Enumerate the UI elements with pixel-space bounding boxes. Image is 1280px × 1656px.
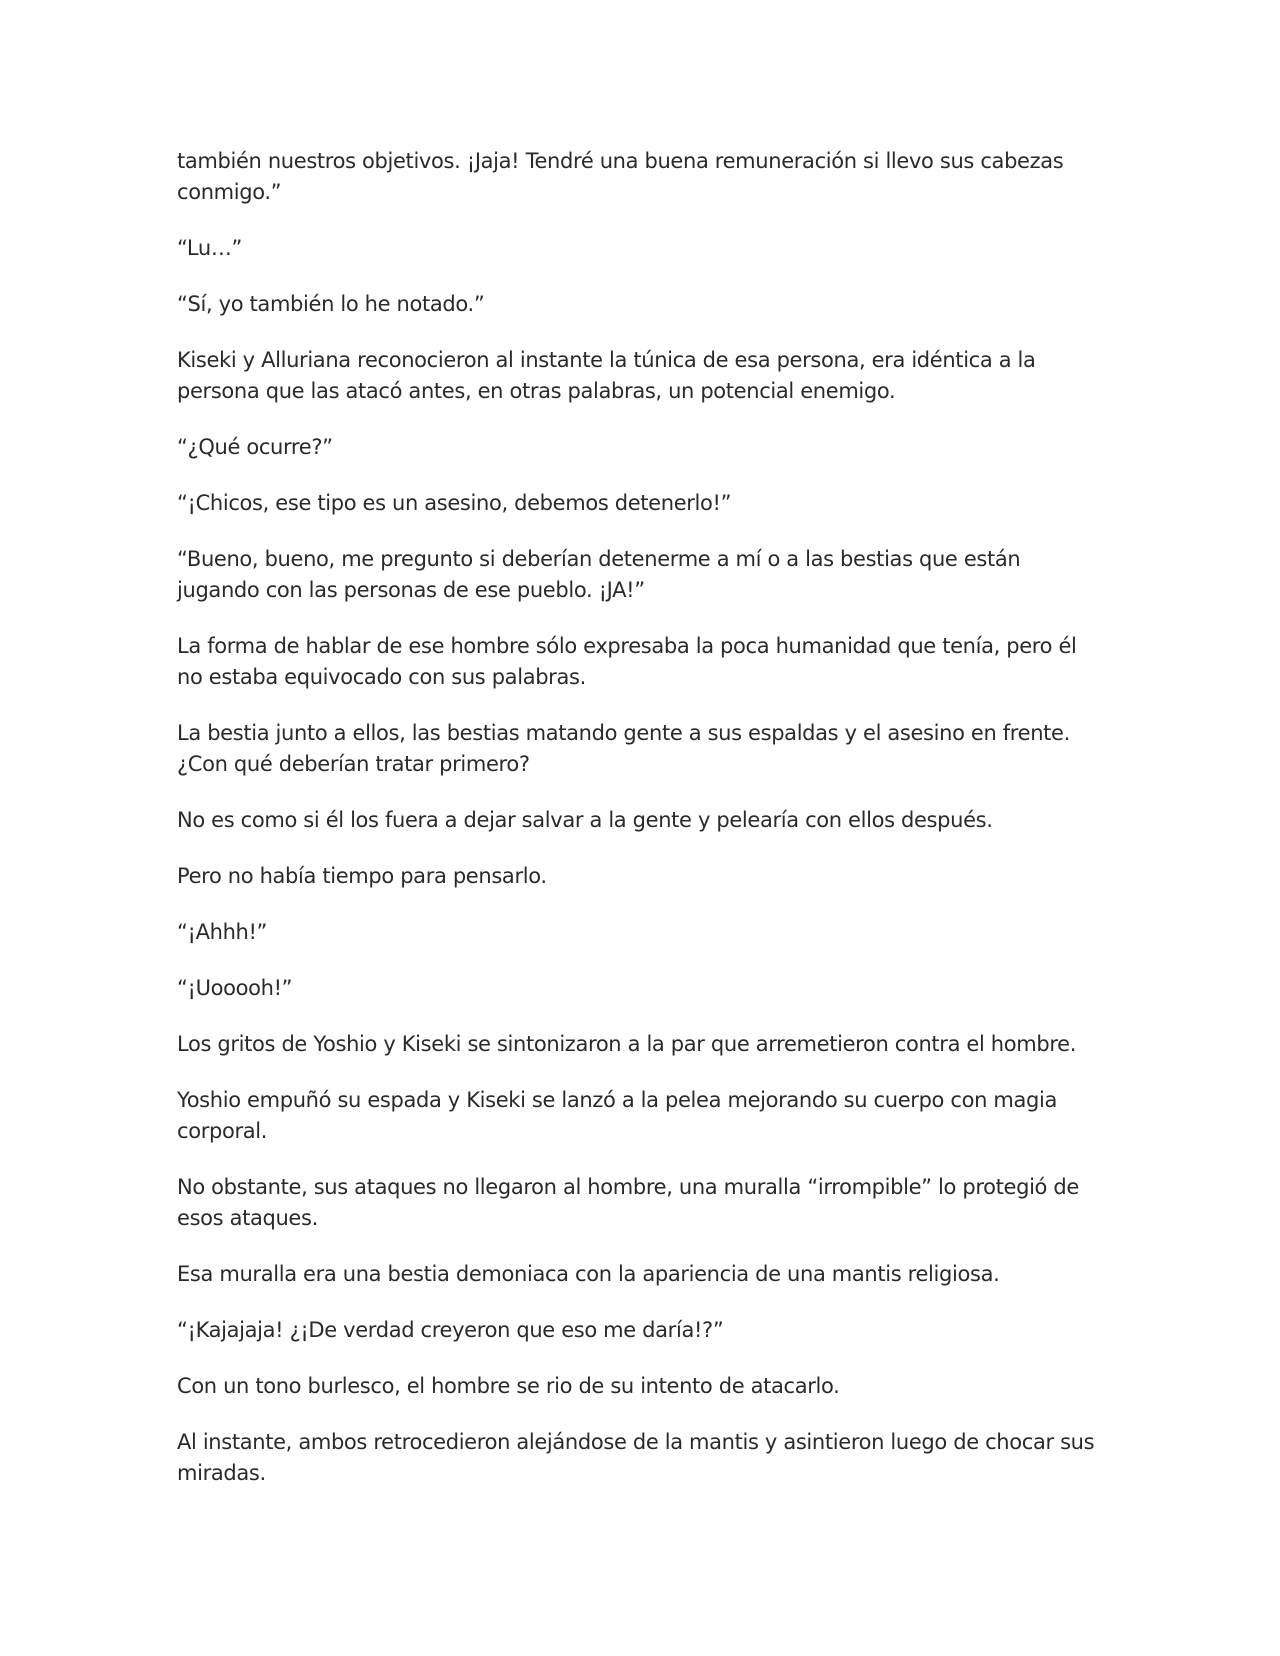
paragraph: Al instante, ambos retrocedieron alejándose de la mantis y asintieron luego de chocar sus miradas. [177,1430,1095,1485]
paragraph: “¿Qué ocurre?” [177,435,333,459]
paragraph: “¡Uooooh!” [177,976,293,1000]
paragraph: Kiseki y Alluriana reconocieron al instante la túnica de esa persona, era idéntica a la persona que las atacó antes, en otras palabras, un potencial enemigo. [177,348,1036,403]
paragraph: “¡Ahhh!” [177,920,268,944]
paragraph: La bestia junto a ellos, las bestias matando gente a sus espaldas y el asesino en frente. ¿Con qué deberían tratar primero? [177,721,1070,776]
paragraph: No es como si él los fuera a dejar salvar a la gente y pelearía con ellos después. [177,808,993,832]
paragraph: “Sí, yo también lo he notado.” [177,292,485,316]
paragraph: Pero no había tiempo para pensarlo. [177,864,547,888]
paragraph: Esa muralla era una bestia demoniaca con la apariencia de una mantis religiosa. [177,1262,1000,1286]
paragraph: Con un tono burlesco, el hombre se rio de su intento de atacarlo. [177,1374,840,1398]
paragraph: “¡Chicos, ese tipo es un asesino, debemos detenerlo!” [177,491,732,515]
paragraph: también nuestros objetivos. ¡Jaja! Tendré una buena remuneración si llevo sus cabezas conmigo.” [177,149,1064,204]
paragraph: “Bueno, bueno, me pregunto si deberían detenerme a mí o a las bestias que están jugando con las personas de ese pueblo. ¡JA!” [177,547,1021,602]
paragraph: No obstante, sus ataques no llegaron al hombre, una muralla “irrompible” lo protegió de esos ataques. [177,1175,1079,1230]
document-page [177,146,1107,1514]
paragraph: Yoshio empuñó su espada y Kiseki se lanzó a la pelea mejorando su cuerpo con magia corporal. [177,1088,1057,1143]
paragraph: La forma de hablar de ese hombre sólo expresaba la poca humanidad que tenía, pero él no estaba equivocado con sus palabras. [177,634,1077,689]
paragraph: Los gritos de Yoshio y Kiseki se sintonizaron a la par que arremetieron contra el hombre. [177,1032,1077,1056]
paragraph: “Lu…” [177,236,243,260]
paragraph: “¡Kajajaja! ¿¡De verdad creyeron que eso me daría!?” [177,1318,724,1342]
